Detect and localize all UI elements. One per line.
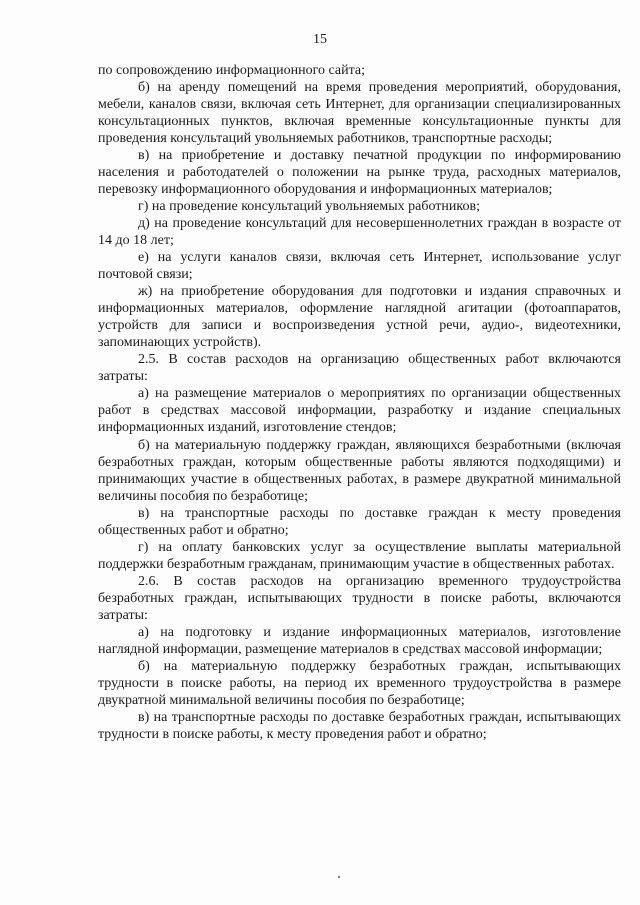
paragraph: б) на аренду помещений на время проведения мероприятий, оборудования, мебели, каналов связи, включая сеть Интернет, для организации специализированных консультационных пунктов, включая временные консультационные пункты для проведения консультаций увольняемых работников, транспортные расходы;	[98, 79, 621, 146]
page-number: 15	[313, 32, 327, 47]
paragraph: д) на проведение консультаций для несовершеннолетних граждан в возрасте от 14 до 18 лет;	[98, 215, 621, 248]
paragraph: в) на приобретение и доставку печатной продукции по информированию населения и работодателей о положении на рынке труда, расходных материалов, перевозку информационного оборудования и информационных материалов;	[98, 147, 621, 197]
scan-speck	[338, 876, 340, 878]
document-body	[98, 62, 621, 744]
paragraph: б) на материальную поддержку безработных граждан, испытывающих трудности в поиске работы, на период их временного трудоустройства в размере двукратной минимальной величины пособия по безработице;	[98, 659, 621, 709]
paragraph: г) на оплату банковских услуг за осуществление выплаты материальной поддержки безработным гражданам, принимающим участие в общественных работах.	[98, 539, 621, 572]
paragraph: по сопровождению информационного сайта;	[98, 62, 365, 78]
paragraph: а) на подготовку и издание информационных материалов, изготовление наглядной информации, размещение материалов в средствах массовой информации;	[98, 625, 621, 658]
section-heading-paragraph: 2.6. В состав расходов на организацию временного трудоустройства безработных граждан, испытывающих трудности в поиске работы, включаются затраты:	[98, 573, 621, 623]
paragraph: г) на проведение консультаций увольняемых работников;	[138, 198, 480, 214]
paragraph: ж) на приобретение оборудования для подготовки и издания справочных и информационных материалов, оформление наглядной агитации (фотоаппаратов, устройств для записи и воспроизведения устной речи, аудио-, видеотехники, запоминающих устройств).	[98, 284, 621, 351]
paragraph: е) на услуги каналов связи, включая сеть Интернет, использование услуг почтовой связи;	[98, 250, 621, 283]
paragraph: б) на материальную поддержку граждан, являющихся безработными (включая безработных граждан, которым общественные работы являются подходящими) и принимающих участие в общественных работах, в размере двукратной минимальной величины пособия по безработице;	[98, 437, 621, 504]
section-heading-paragraph: 2.5. В состав расходов на организацию общественных работ включаются затраты:	[98, 352, 621, 385]
paragraph: в) на транспортные расходы по доставке граждан к месту проведения общественных работ и обратно;	[98, 505, 621, 538]
paragraph: а) на размещение материалов о мероприятиях по организации общественных работ в средствах массовой информации, разработку и издание специальных информационных изданий, изготовление стендов;	[98, 386, 621, 436]
paragraph: в) на транспортные расходы по доставке безработных граждан, испытывающих трудности в поиске работы, к месту проведения работ и обратно;	[98, 710, 621, 743]
